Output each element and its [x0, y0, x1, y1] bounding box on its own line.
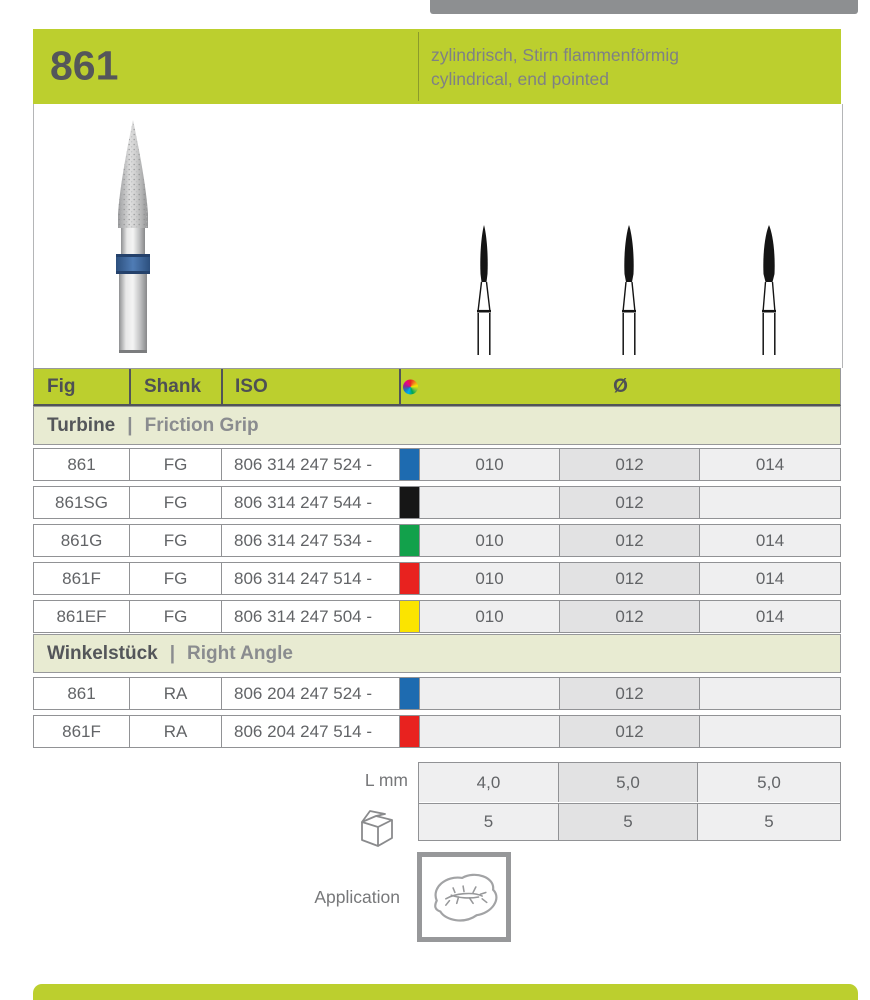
bur-drawing-size-010	[464, 224, 504, 356]
table-row	[33, 715, 841, 748]
cell-diameter-014	[699, 487, 840, 518]
cell-iso: 806 314 247 514 -	[221, 563, 399, 594]
product-description	[431, 43, 679, 91]
table-header-row	[33, 368, 841, 406]
cell-diameter-012: 012	[559, 563, 699, 594]
cell-shank: FG	[129, 487, 221, 518]
cell-iso: 806 204 247 514 -	[221, 716, 399, 747]
cell-iso: 806 314 247 504 -	[221, 601, 399, 632]
cell-diameter-010	[419, 487, 559, 518]
cell-diameter-012: 012	[559, 678, 699, 709]
product-description-en: cylindrical, end pointed	[431, 68, 610, 89]
cell-diameter-014: 014	[699, 525, 840, 556]
application-label: Application	[314, 887, 400, 907]
section-title-de: Turbine	[47, 414, 116, 436]
cell-diameter-014	[699, 678, 840, 709]
cell-shank: RA	[129, 678, 221, 709]
cell-diameter-012: 012	[559, 601, 699, 632]
package-box-icon	[352, 802, 402, 848]
section-title-de: Winkelstück	[47, 642, 158, 664]
bur-drawing-size-014	[749, 224, 789, 356]
cell-shank: FG	[129, 449, 221, 480]
cell-diameter-010: 010	[419, 601, 559, 632]
cell-diameter-010	[419, 716, 559, 747]
product-photo-bur	[103, 118, 163, 356]
pack-quantity: 5	[698, 803, 840, 840]
cell-diameter-010	[419, 678, 559, 709]
cell-diameter-014: 014	[699, 601, 840, 632]
cell-diameter-010: 010	[419, 563, 559, 594]
header-shank: Shank	[129, 369, 221, 404]
header-divider-line	[418, 32, 419, 101]
table-row	[33, 600, 841, 633]
grit-ring-swatch	[399, 601, 419, 632]
cell-iso: 806 314 247 524 -	[221, 449, 399, 480]
cell-diameter-012: 012	[559, 487, 699, 518]
length-quantity-table	[418, 762, 841, 841]
grit-ring-swatch	[399, 678, 419, 709]
header-fig: Fig	[47, 375, 76, 397]
cell-diameter-012: 012	[559, 449, 699, 480]
section-header-turbine	[33, 406, 841, 445]
cell-fig: 861G	[60, 530, 103, 550]
cell-fig: 861F	[62, 568, 101, 588]
table-row	[33, 562, 841, 595]
page-top-divider-bar	[430, 0, 858, 14]
header-diameter-cell	[399, 369, 840, 404]
cell-fig: 861	[67, 454, 96, 474]
section-separator: |	[127, 414, 133, 436]
cell-diameter-012: 012	[559, 716, 699, 747]
grit-ring-swatch	[399, 563, 419, 594]
cell-diameter-012: 012	[559, 525, 699, 556]
length-value: 4,0	[419, 763, 558, 802]
cell-iso: 806 204 247 524 -	[221, 678, 399, 709]
cell-fig: 861	[67, 683, 96, 703]
grit-ring-swatch	[399, 487, 419, 518]
table-row	[33, 448, 841, 481]
product-image-panel	[33, 104, 843, 368]
next-product-header-edge	[33, 984, 858, 1000]
product-description-de: zylindrisch, Stirn flammenförmig	[431, 44, 679, 65]
bur-drawing-size-012	[609, 224, 649, 356]
section-separator: |	[169, 642, 176, 664]
grit-ring-swatch	[399, 525, 419, 556]
cell-diameter-014: 014	[699, 563, 840, 594]
grit-ring-swatch	[399, 449, 419, 480]
cell-iso: 806 314 247 534 -	[221, 525, 399, 556]
pack-quantity: 5	[558, 803, 698, 840]
cell-diameter-014: 014	[699, 449, 840, 480]
cell-fig: 861EF	[56, 606, 107, 626]
cell-fig: 861SG	[55, 492, 108, 512]
cell-shank: FG	[129, 563, 221, 594]
grit-ring-swatch	[399, 716, 419, 747]
table-row	[33, 486, 841, 519]
table-row	[33, 524, 841, 557]
table-row	[33, 677, 841, 710]
cell-diameter-010: 010	[419, 525, 559, 556]
cell-shank: FG	[129, 525, 221, 556]
header-diameter: Ø	[613, 375, 628, 397]
cell-diameter-014	[699, 716, 840, 747]
color-wheel-icon	[403, 379, 418, 394]
product-header	[33, 29, 841, 104]
section-title-en: Right Angle	[187, 642, 293, 664]
tooth-occlusal-icon	[424, 863, 504, 931]
length-value: 5,0	[698, 763, 840, 802]
section-header-right-angle	[33, 634, 841, 673]
pack-quantity: 5	[419, 803, 558, 840]
length-label: L mm	[364, 770, 408, 790]
section-title-en: Friction Grip	[144, 414, 259, 436]
application-box	[417, 852, 511, 942]
cell-iso: 806 314 247 544 -	[221, 487, 399, 518]
cell-fig: 861F	[62, 721, 101, 741]
cell-shank: RA	[129, 716, 221, 747]
header-iso: ISO	[221, 369, 399, 404]
length-value: 5,0	[558, 763, 698, 802]
cell-diameter-010: 010	[419, 449, 559, 480]
cell-shank: FG	[129, 601, 221, 632]
product-number: 861	[50, 42, 119, 89]
